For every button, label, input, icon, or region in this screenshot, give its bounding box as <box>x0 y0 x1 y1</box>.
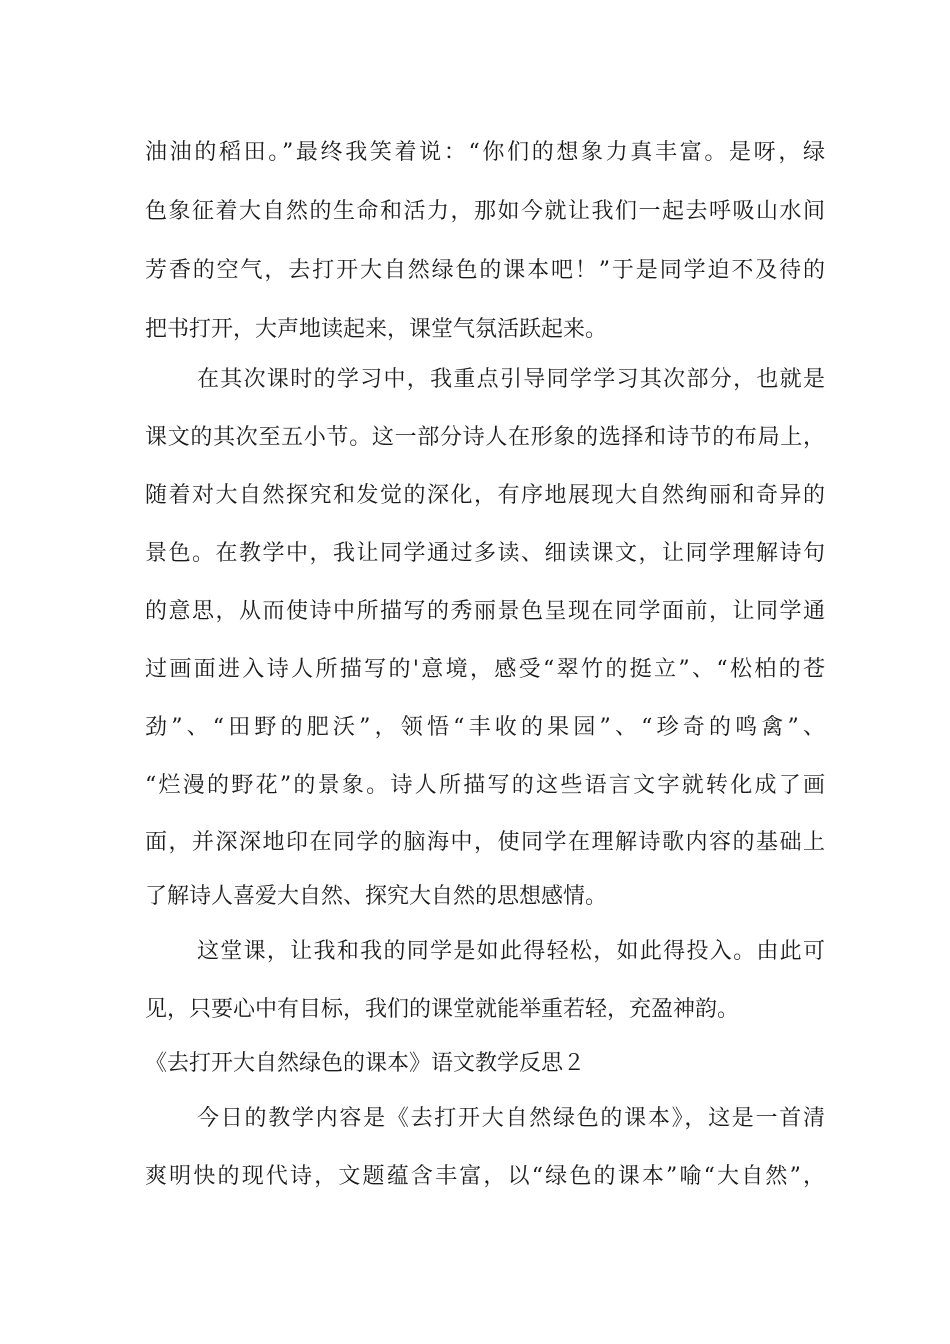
text-line: 色象征着大自然的生命和活力，那如今就让我们一起去呼吸山水间 <box>145 199 825 224</box>
paragraph-first-line: 这堂课，让我和我的同学是如此得轻松，如此得投入。由此可 <box>197 939 825 964</box>
paragraph-first-line: 今日的教学内容是《去打开大自然绿色的课本》，这是一首清 <box>197 1106 825 1131</box>
paragraph-first-line: 在其次课时的学习中，我重点引导同学学习其次部分，也就是 <box>197 367 825 392</box>
section-heading: 《去打开大自然绿色的课本》语文教学反思２ <box>145 1051 586 1076</box>
text-line: 课文的其次至五小节。这一部分诗人在形象的选择和诗节的布局上， <box>145 425 825 450</box>
text-line: 油油的稻田。”最终我笑着说：“你们的想象力真丰富。是呀，绿 <box>145 140 825 165</box>
text-line: 芳香的空气，去打开大自然绿色的课本吧！”于是同学迫不及待的 <box>145 258 825 283</box>
text-line: 的意思，从而使诗中所描写的秀丽景色呈现在同学面前，让同学通 <box>145 599 825 624</box>
text-line: 把书打开，大声地读起来，课堂气氛活跃起来。 <box>145 317 608 342</box>
text-line: 过画面进入诗人所描写的'意境，感受“翠竹的挺立”、“松柏的苍 <box>145 657 825 682</box>
text-line: 面，并深深地印在同学的脑海中，使同学在理解诗歌内容的基础上 <box>145 830 825 855</box>
text-line: 随着对大自然探究和发觉的深化，有序地展现大自然绚丽和奇异的 <box>145 483 825 508</box>
text-line: 爽明快的现代诗，文题蕴含丰富，以“绿色的课本”喻“大自然”， <box>145 1164 825 1189</box>
text-line: 景色。在教学中，我让同学通过多读、细读课文，让同学理解诗句 <box>145 541 825 566</box>
text-line: 了解诗人喜爱大自然、探究大自然的思想感情。 <box>145 884 608 909</box>
text-line: “烂漫的野花”的景象。诗人所描写的这些语言文字就转化成了画 <box>145 773 825 798</box>
text-line: 见，只要心中有目标，我们的课堂就能举重若轻，充盈神韵。 <box>145 997 740 1022</box>
text-line: 劲”、“田野的肥沃”，领悟“丰收的果园”、“珍奇的鸣禽”、 <box>145 715 825 740</box>
